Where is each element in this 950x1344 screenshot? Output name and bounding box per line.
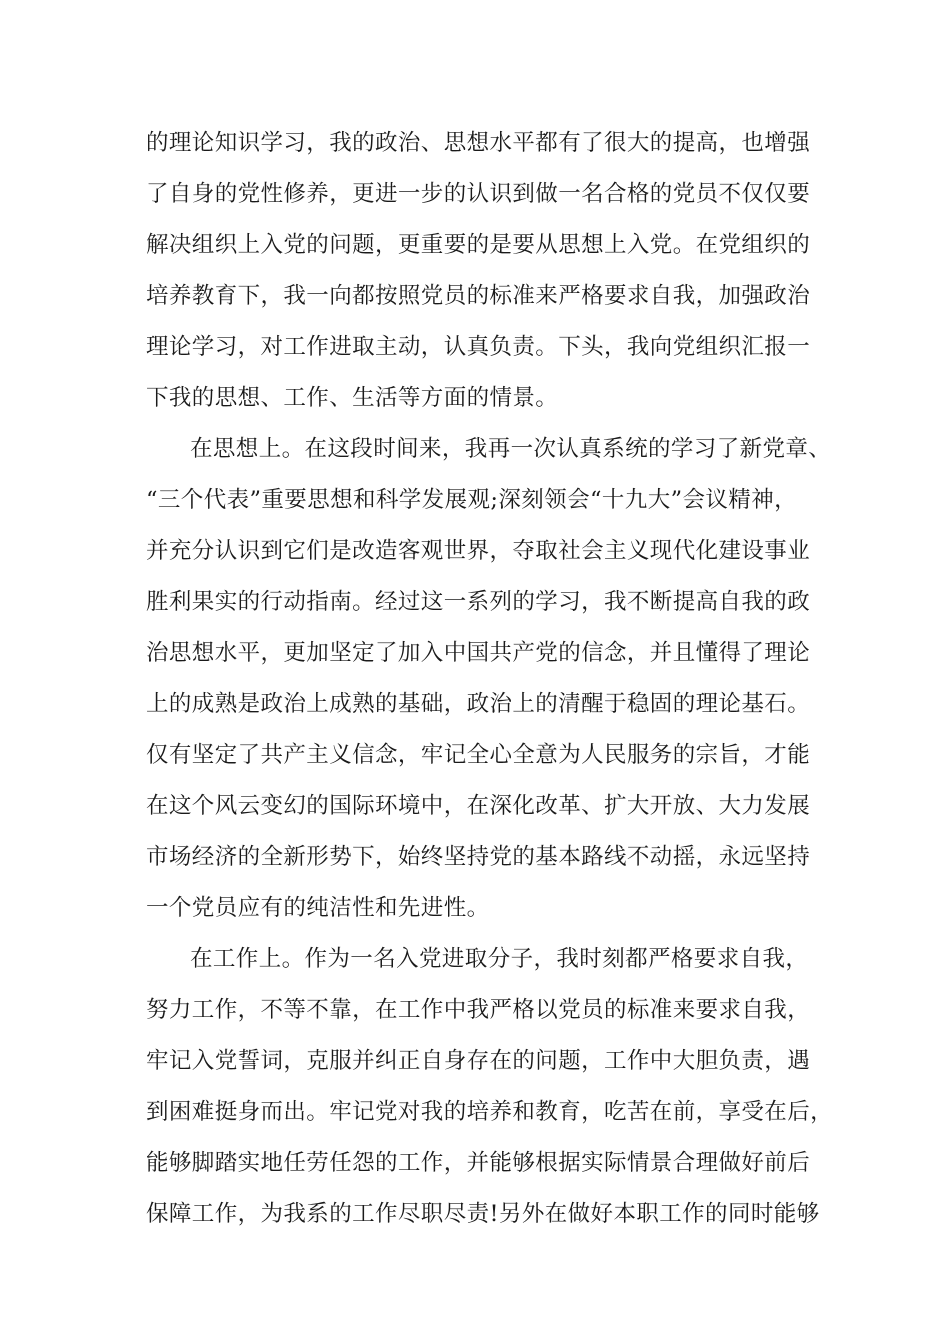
text-line: 胜利果实的行动指南。经过这一系列的学习，我不断提高自我的政	[146, 589, 811, 615]
text-line: 一个党员应有的纯洁性和先进性。	[146, 895, 490, 921]
text-line: 理论学习，对工作进取主动，认真负责。下头，我向党组织汇报一	[146, 334, 811, 360]
text-line: “三个代表”重要思想和科学发展观;深刻领会“十九大”会议精神，	[146, 487, 797, 513]
text-line: 培养教育下，我一向都按照党员的标准来严格要求自我，加强政治	[146, 283, 811, 309]
paragraph-start-line: 在工作上。作为一名入党进取分子，我时刻都严格要求自我，	[190, 946, 809, 972]
document-body	[146, 118, 834, 1240]
text-line: 保障工作，为我系的工作尽职尽责!另外在做好本职工作的同时能够	[146, 1201, 820, 1227]
text-line: 能够脚踏实地任劳任怨的工作，并能够根据实际情景合理做好前后	[146, 1150, 811, 1176]
text-line: 了自身的党性修养，更进一步的认识到做一名合格的党员不仅仅要	[146, 181, 811, 207]
text-line: 下我的思想、工作、生活等方面的情景。	[146, 385, 559, 411]
text-line: 并充分认识到它们是改造客观世界，夺取社会主义现代化建设事业	[146, 538, 811, 564]
text-line: 努力工作，不等不靠，在工作中我严格以党员的标准来要求自我，	[146, 997, 811, 1023]
text-line: 牢记入党誓词，克服并纠正自身存在的问题，工作中大胆负责，遇	[146, 1048, 811, 1074]
text-line: 市场经济的全新形势下，始终坚持党的基本路线不动摇，永远坚持	[146, 844, 811, 870]
text-line: 解决组织上入党的问题，更重要的是要从思想上入党。在党组织的	[146, 232, 811, 258]
text-line: 上的成熟是政治上成熟的基础，政治上的清醒于稳固的理论基石。	[146, 691, 811, 717]
text-line: 到困难挺身而出。牢记党对我的培养和教育，吃苦在前，享受在后，	[146, 1099, 834, 1125]
text-line: 的理论知识学习，我的政治、思想水平都有了很大的提高，也增强	[146, 130, 811, 156]
text-line: 在这个风云变幻的国际环境中，在深化改革、扩大开放、大力发展	[146, 793, 811, 819]
text-line: 仅有坚定了共产主义信念，牢记全心全意为人民服务的宗旨，才能	[146, 742, 811, 768]
paragraph-start-line: 在思想上。在这段时间来，我再一次认真系统的学习了新党章、	[190, 436, 832, 462]
text-line: 治思想水平，更加坚定了加入中国共产党的信念，并且懂得了理论	[146, 640, 811, 666]
